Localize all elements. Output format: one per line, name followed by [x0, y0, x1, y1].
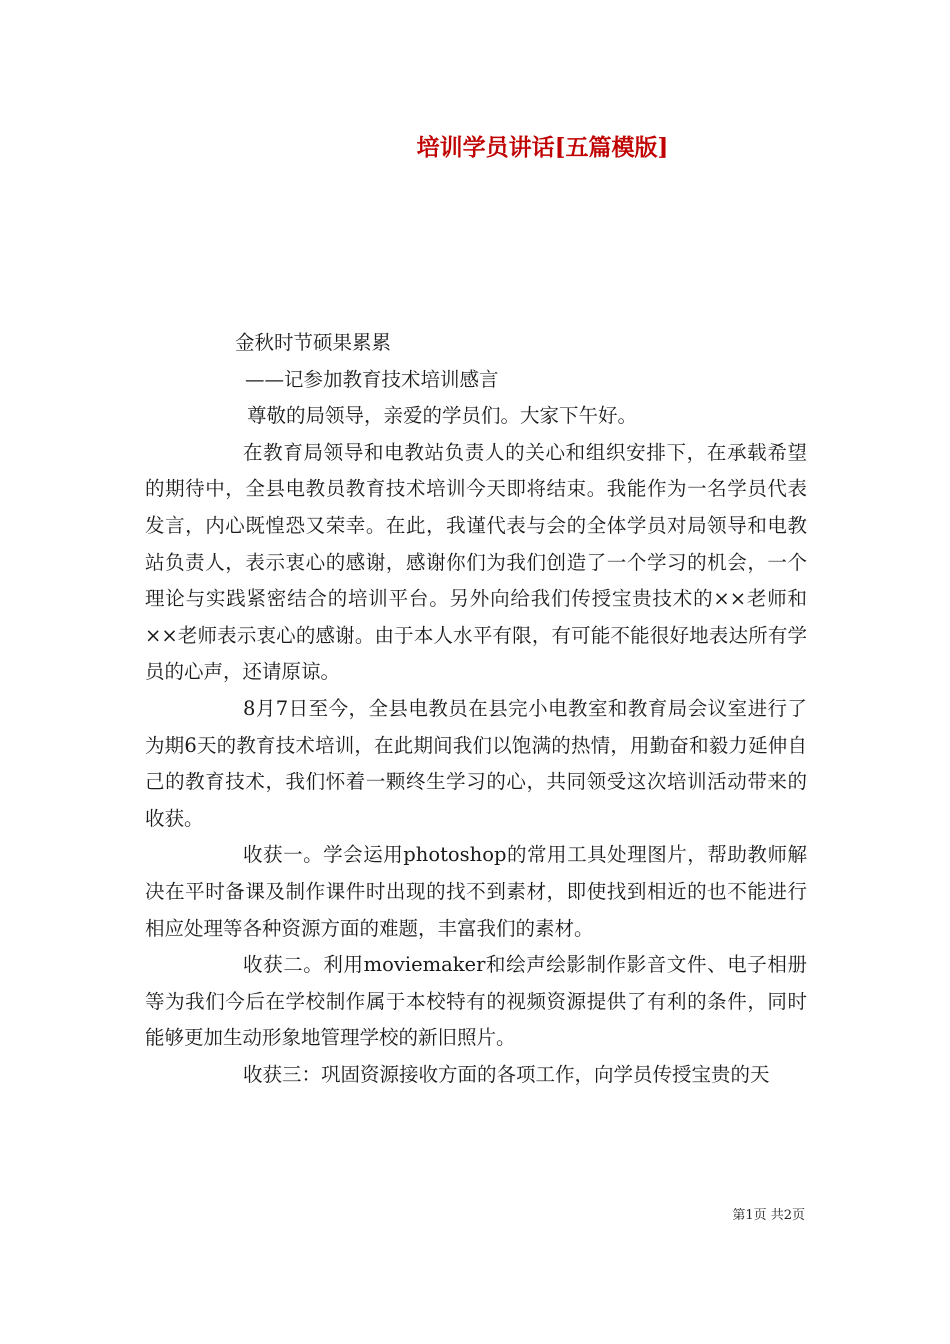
paragraph-1: 在教育局领导和电教站负责人的关心和组织安排下，在承载希望的期待中，全县电教员教育技术培训今天即将结束。我能作为一名学员代表发言，内心既惶恐又荣幸。在此，我谨代表与会的全体学员对局领导和电教站负责人，表示衷心的感谢，感谢你们为我们创造了一个学习的机会，一个理论与实践紧密结合的培训平台。另外向给我们传授宝贵技术的××老师和××老师表示衷心的感谢。由于本人水平有限，有可能不能很好地表达所有学员的心声，还请原谅。 [145, 440, 807, 684]
document-heading: 金秋时节硕果累累 [235, 331, 392, 354]
paragraph-2: 8月7日至今，全县电教员在县完小电教室和教育局会议室进行了为期6天的教育技术培训，在此期间我们以饱满的热情，用勤奋和毅力延伸自己的教育技术，我们怀着一颗终生学习的心，共同领受这次培训活动带来的收获。 [145, 696, 807, 830]
paragraph-5: 收获三：巩固资源接收方面的各项工作，向学员传授宝贵的天 [243, 1062, 770, 1086]
paragraph-4: 收获二。利用moviemaker和绘声绘影制作影音文件、电子相册等为我们今后在学校制作属于本校特有的视频资源提供了有利的条件，同时能够更加生动形象地管理学校的新旧照片。 [145, 953, 807, 1050]
document-body [145, 325, 807, 1093]
greeting-paragraph: 尊敬的局领导，亲爱的学员们。大家下午好。 [247, 404, 638, 428]
document-title: 培训学员讲话[五篇模版] [416, 134, 669, 161]
document-subheading: ——记参加教育技术培训感言 [245, 367, 499, 391]
page-number: 第1页 共2页 [732, 1208, 805, 1223]
paragraph-3: 收获一。学会运用photoshop的常用工具处理图片，帮助教师解决在平时备课及制作课件时出现的找不到素材，即使找到相近的也不能进行相应处理等各种资源方面的难题，丰富我们的素材。 [145, 843, 807, 940]
